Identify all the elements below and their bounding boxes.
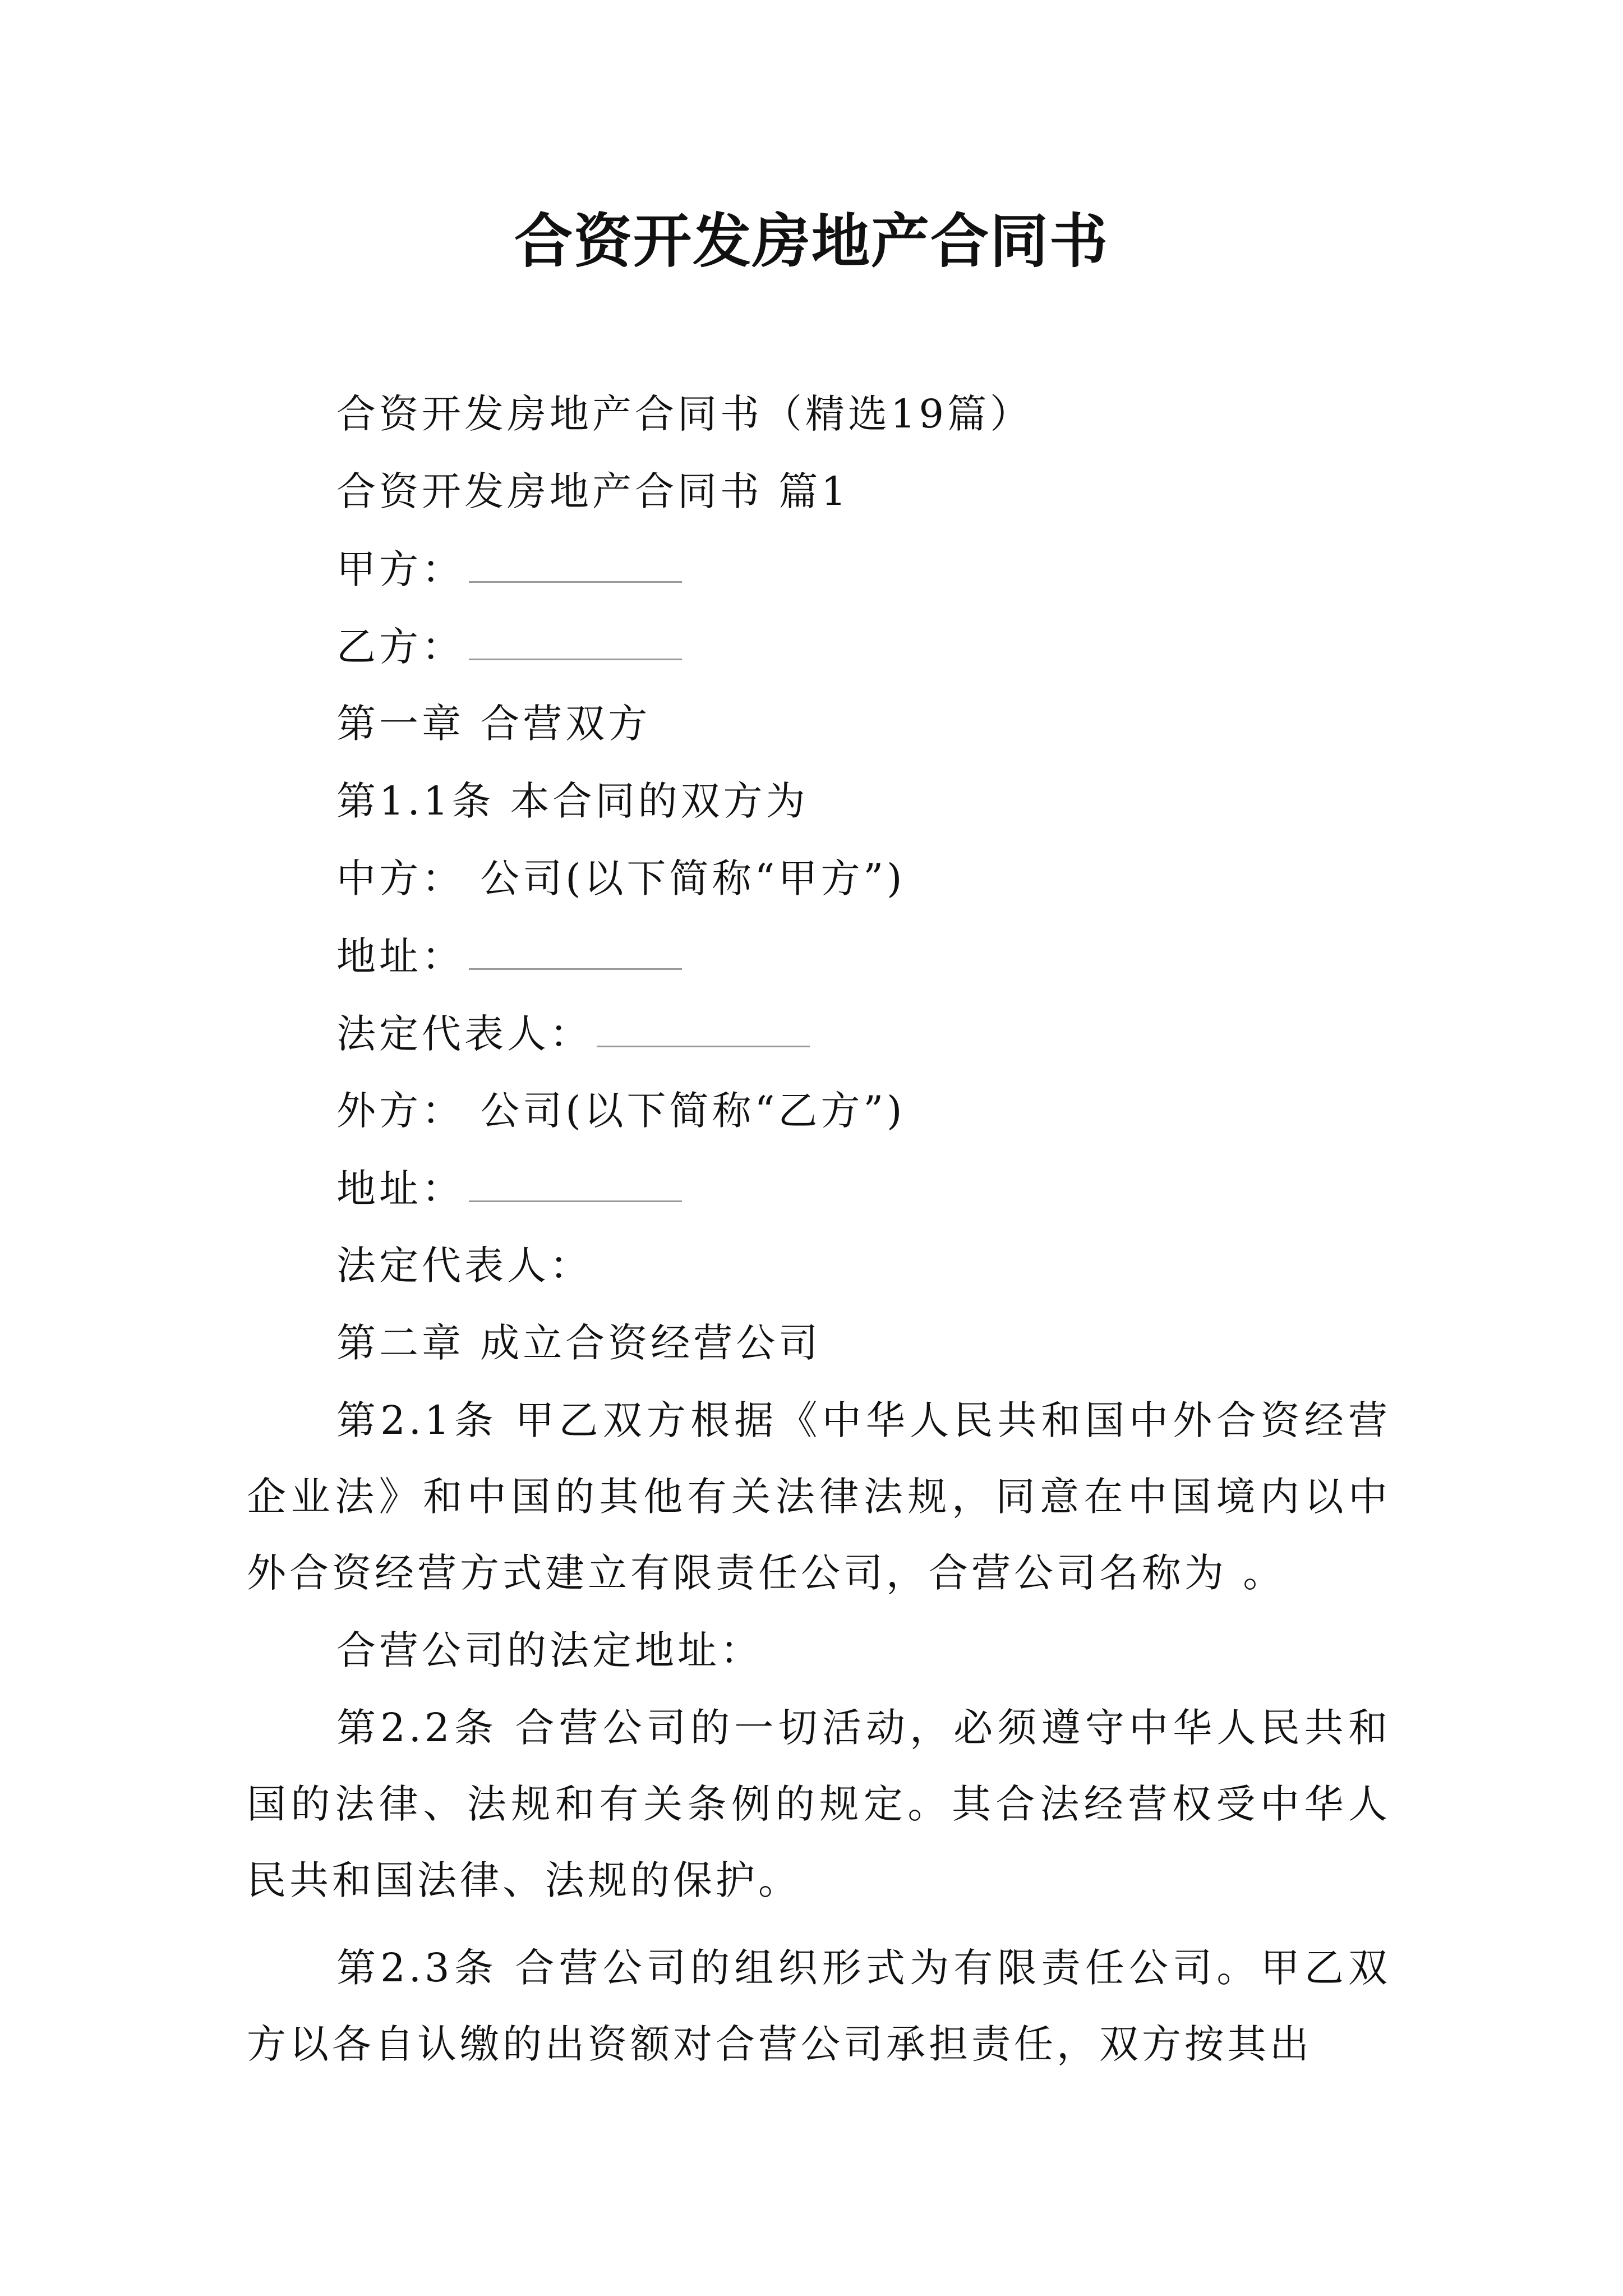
article-2-2: 第2.2条 合营公司的一切活动，必须遵守中华人民共和国的法律、法规和有关条例的规定。其合法经营权受中华人民共和国法律、法规的保护。 bbox=[247, 1705, 1391, 1903]
article-2-1: 第2.1条 甲乙双方根据《中华人民共和国中外合资经营企业法》和中国的其他有关法律法规，同意在中国境内以中外合资经营方式建立有限责任公司，合营公司名称为 。 bbox=[247, 1397, 1391, 1596]
address-blank-2 bbox=[469, 1161, 682, 1202]
legal-rep-blank-1 bbox=[597, 1006, 810, 1047]
foreign-party-line: 外方： 公司(以下简称“乙方”) bbox=[336, 1088, 906, 1134]
address-label-2: 地址： bbox=[336, 1166, 464, 1212]
chapter-2-heading: 第二章 成立合资经营公司 bbox=[336, 1320, 822, 1366]
party-a-line bbox=[336, 542, 682, 596]
article-2-3: 第2.3条 合营公司的组织形式为有限责任公司。甲乙双方以各自认缴的出资额对合营公司承担责任，双方按其出 bbox=[247, 1945, 1391, 2067]
article-1-1: 第1.1条 本合同的双方为 bbox=[336, 778, 809, 824]
legal-rep-line-2: 法定代表人： bbox=[336, 1243, 592, 1289]
party-b-blank bbox=[469, 619, 682, 660]
chinese-party-line: 中方： 公司(以下简称“甲方”) bbox=[336, 855, 906, 901]
party-a-blank bbox=[469, 542, 682, 583]
address-line-1 bbox=[336, 929, 682, 983]
document-title: 合资开发房地产合同书 bbox=[514, 206, 1109, 275]
party-a-label: 甲方： bbox=[336, 546, 464, 592]
part-heading: 合资开发房地产合同书 篇1 bbox=[336, 468, 850, 514]
address-blank-1 bbox=[469, 929, 682, 970]
party-b-label: 乙方： bbox=[336, 624, 464, 670]
document-subtitle: 合资开发房地产合同书（精选19篇） bbox=[336, 391, 1033, 437]
legal-address-line: 合营公司的法定地址： bbox=[336, 1627, 763, 1673]
address-line-2 bbox=[336, 1161, 682, 1216]
legal-rep-line-1 bbox=[336, 1006, 810, 1061]
chapter-1-heading: 第一章 合营双方 bbox=[336, 701, 651, 747]
address-label-1: 地址： bbox=[336, 933, 464, 979]
party-b-line bbox=[336, 619, 682, 674]
legal-rep-label-1: 法定代表人： bbox=[336, 1011, 592, 1057]
